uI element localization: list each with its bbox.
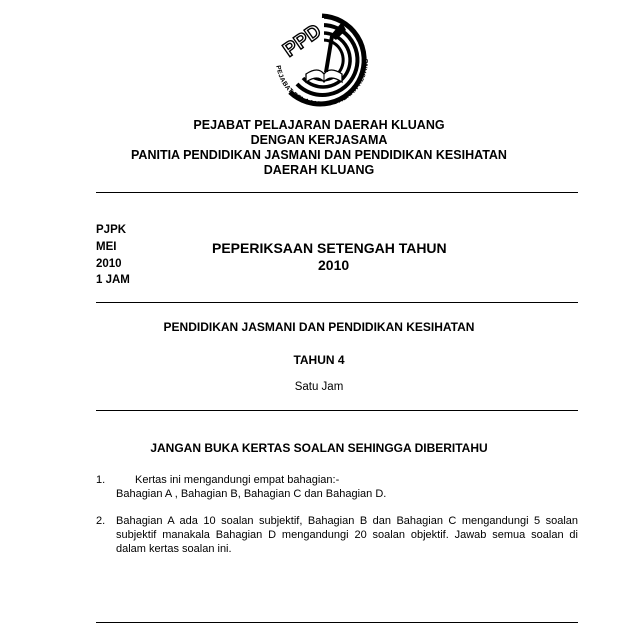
instruction-number: 1. xyxy=(96,474,106,486)
divider xyxy=(96,410,578,411)
header-line-3: PANITIA PENDIDIKAN JASMANI DAN PENDIDIKAN KESIHATAN xyxy=(131,148,507,162)
header-line-4: DAERAH KLUANG xyxy=(263,163,375,177)
subject-time: Satu Jam xyxy=(294,381,344,393)
instruction-text: Kertas ini mengandungi empat bahagian:- xyxy=(135,474,340,486)
header-line-2: DENGAN KERJASAMA xyxy=(250,133,388,147)
instruction-text: Bahagian A , Bahagian B, Bahagian C dan Bahagian D. xyxy=(116,488,387,500)
subject-level: TAHUN 4 xyxy=(293,353,345,367)
instruction-number: 2. xyxy=(96,515,106,527)
ppd-logo-graphic xyxy=(262,8,382,113)
instruction-text: Bahagian A ada 10 soalan subjektif, Bahagian B dan Bahagian C mengandungi 5 soalan subjektif manakala Bahagian D mengandungi 20 soalan objektif. Jawab semua soalan di dalam kertas soalan ini. xyxy=(116,515,578,555)
subject-name: PENDIDIKAN JASMANI DAN PENDIDIKAN KESIHATAN xyxy=(163,320,475,334)
exam-year: 2010 xyxy=(318,257,350,273)
warning-notice: JANGAN BUKA KERTAS SOALAN SEHINGGA DIBERITAHU xyxy=(150,441,488,455)
divider xyxy=(96,192,578,193)
divider xyxy=(96,622,578,623)
header-line-1: PEJABAT PELAJARAN DAERAH KLUANG xyxy=(193,118,445,132)
ppd-logo xyxy=(262,8,382,113)
exam-title: PEPERIKSAAN SETENGAH TAHUN xyxy=(212,240,447,256)
logo-ring-text: PEJABAT PELAJARAN DAERAH KLUANG xyxy=(274,58,371,109)
meta-code: PJPK xyxy=(96,224,127,236)
divider xyxy=(96,302,578,303)
logo-initials: PPD xyxy=(279,19,326,62)
meta-year: 2010 xyxy=(96,258,122,270)
meta-month: MEI xyxy=(96,241,117,253)
meta-duration: 1 JAM xyxy=(96,274,130,286)
